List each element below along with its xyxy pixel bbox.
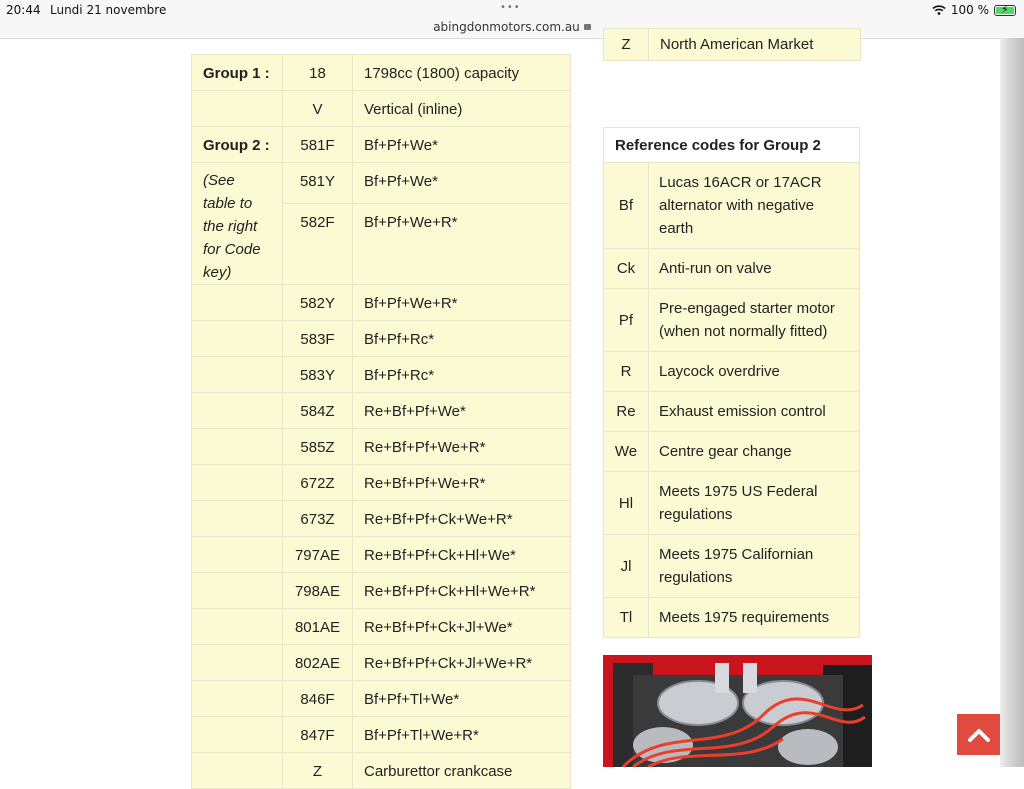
wifi-icon	[932, 5, 946, 15]
desc-cell: Re+Bf+Pf+We+R*	[353, 429, 571, 465]
table-row	[604, 535, 860, 598]
code-cell: Jl	[604, 535, 649, 598]
code-cell: 583F	[283, 321, 353, 357]
reference-table-title: Reference codes for Group 2	[604, 128, 860, 163]
desc-cell: Re+Bf+Pf+Ck+Hl+We+R*	[353, 573, 571, 609]
desc-cell: Re+Bf+Pf+Ck+We+R*	[353, 501, 571, 537]
reference-codes-table	[603, 127, 860, 638]
code-cell: 585Z	[283, 429, 353, 465]
meaning-cell: North American Market	[649, 29, 861, 61]
code-cell: 581Y	[283, 163, 353, 204]
desc-cell: Bf+Pf+Tl+We*	[353, 681, 571, 717]
code-cell: Hl	[604, 472, 649, 535]
desc-cell: 1798cc (1800) capacity	[353, 55, 571, 91]
table-row	[192, 681, 571, 717]
code-cell: Pf	[604, 289, 649, 352]
code-cell: Tl	[604, 598, 649, 638]
table-row	[192, 55, 571, 91]
code-cell: Z	[283, 753, 353, 789]
table-row	[192, 321, 571, 357]
url-text: abingdonmotors.com.au	[433, 20, 580, 34]
meaning-cell: Meets 1975 US Federal regulations	[649, 472, 860, 535]
code-cell: 18	[283, 55, 353, 91]
table-row	[192, 127, 571, 163]
meaning-cell: Meets 1975 Californian regulations	[649, 535, 860, 598]
code-cell: 582Y	[283, 285, 353, 321]
meaning-cell: Lucas 16ACR or 17ACR alternator with negative earth	[649, 163, 860, 249]
code-cell: 581F	[283, 127, 353, 163]
table-row	[192, 753, 571, 789]
group-label: Group 1 :	[192, 55, 283, 91]
page-edge-shadow	[1000, 38, 1024, 767]
code-cell: Re	[604, 392, 649, 432]
table-row	[192, 91, 571, 127]
engine-bay-photo	[603, 655, 872, 767]
address-bar[interactable]	[0, 20, 1024, 34]
desc-cell: Re+Bf+Pf+We+R*	[353, 465, 571, 501]
code-cell: 802AE	[283, 645, 353, 681]
multitasking-dots-icon[interactable]: •••	[500, 2, 521, 13]
code-cell: 846F	[283, 681, 353, 717]
table-row	[192, 537, 571, 573]
table-row	[604, 432, 860, 472]
meaning-cell: Exhaust emission control	[649, 392, 860, 432]
code-cell: Ck	[604, 249, 649, 289]
code-cell: V	[283, 91, 353, 127]
desc-cell: Bf+Pf+Tl+We+R*	[353, 717, 571, 753]
battery-icon	[994, 2, 1016, 16]
desc-cell: Re+Bf+Pf+Ck+Jl+We+R*	[353, 645, 571, 681]
table-row	[604, 29, 861, 61]
table-row	[192, 609, 571, 645]
code-cell: 672Z	[283, 465, 353, 501]
desc-cell: Bf+Pf+We*	[353, 163, 571, 204]
status-bar	[0, 0, 1024, 39]
table-row	[192, 465, 571, 501]
code-cell: 673Z	[283, 501, 353, 537]
engine-code-table	[191, 54, 571, 789]
code-cell: 582F	[283, 204, 353, 285]
desc-cell: Bf+Pf+We+R*	[353, 204, 571, 285]
table-row	[192, 501, 571, 537]
code-cell: 847F	[283, 717, 353, 753]
desc-cell: Re+Bf+Pf+Ck+Jl+We*	[353, 609, 571, 645]
meaning-cell: Laycock overdrive	[649, 352, 860, 392]
table-row	[604, 289, 860, 352]
engine-illustration	[603, 655, 872, 767]
meaning-cell: Pre-engaged starter motor (when not normally fitted)	[649, 289, 860, 352]
clock: 20:44	[6, 3, 41, 17]
desc-cell: Vertical (inline)	[353, 91, 571, 127]
group-label	[192, 91, 283, 127]
code-cell: We	[604, 432, 649, 472]
table-row	[192, 717, 571, 753]
table-row	[192, 163, 571, 204]
table-row	[192, 645, 571, 681]
code-cell: 797AE	[283, 537, 353, 573]
table-row	[192, 357, 571, 393]
battery-percentage: 100 %	[950, 3, 989, 17]
code-cell: R	[604, 352, 649, 392]
group-label: Group 2 :	[192, 127, 283, 163]
desc-cell: Re+Bf+Pf+We*	[353, 393, 571, 429]
code-cell: Bf	[604, 163, 649, 249]
scroll-to-top-button[interactable]	[957, 714, 1000, 755]
meaning-cell: Anti-run on valve	[649, 249, 860, 289]
code-cell: Z	[604, 29, 649, 61]
table-row	[604, 392, 860, 432]
chevron-up-icon	[967, 727, 991, 743]
charging-bolt-icon: ⚡	[1001, 2, 1009, 16]
desc-cell: Bf+Pf+We*	[353, 127, 571, 163]
code-cell: 583Y	[283, 357, 353, 393]
date: Lundi 21 novembre	[50, 3, 167, 17]
code-cell: 584Z	[283, 393, 353, 429]
meaning-cell: Centre gear change	[649, 432, 860, 472]
table-row	[604, 352, 860, 392]
market-code-table	[603, 28, 861, 61]
code-cell: 801AE	[283, 609, 353, 645]
lock-icon	[584, 24, 591, 30]
table-row	[192, 429, 571, 465]
table-header-row	[604, 128, 860, 163]
table-row	[604, 598, 860, 638]
see-table-note: (See table to the right for Code key)	[192, 163, 283, 285]
meaning-cell: Meets 1975 requirements	[649, 598, 860, 638]
status-icons	[932, 3, 1016, 17]
desc-cell: Bf+Pf+Rc*	[353, 357, 571, 393]
table-row	[192, 393, 571, 429]
desc-cell: Re+Bf+Pf+Ck+Hl+We*	[353, 537, 571, 573]
desc-cell: Bf+Pf+Rc*	[353, 321, 571, 357]
table-row	[604, 249, 860, 289]
table-row	[192, 285, 571, 321]
table-row	[604, 163, 860, 249]
code-cell: 798AE	[283, 573, 353, 609]
table-row	[604, 472, 860, 535]
desc-cell: Carburettor crankcase	[353, 753, 571, 789]
table-row	[192, 573, 571, 609]
desc-cell: Bf+Pf+We+R*	[353, 285, 571, 321]
